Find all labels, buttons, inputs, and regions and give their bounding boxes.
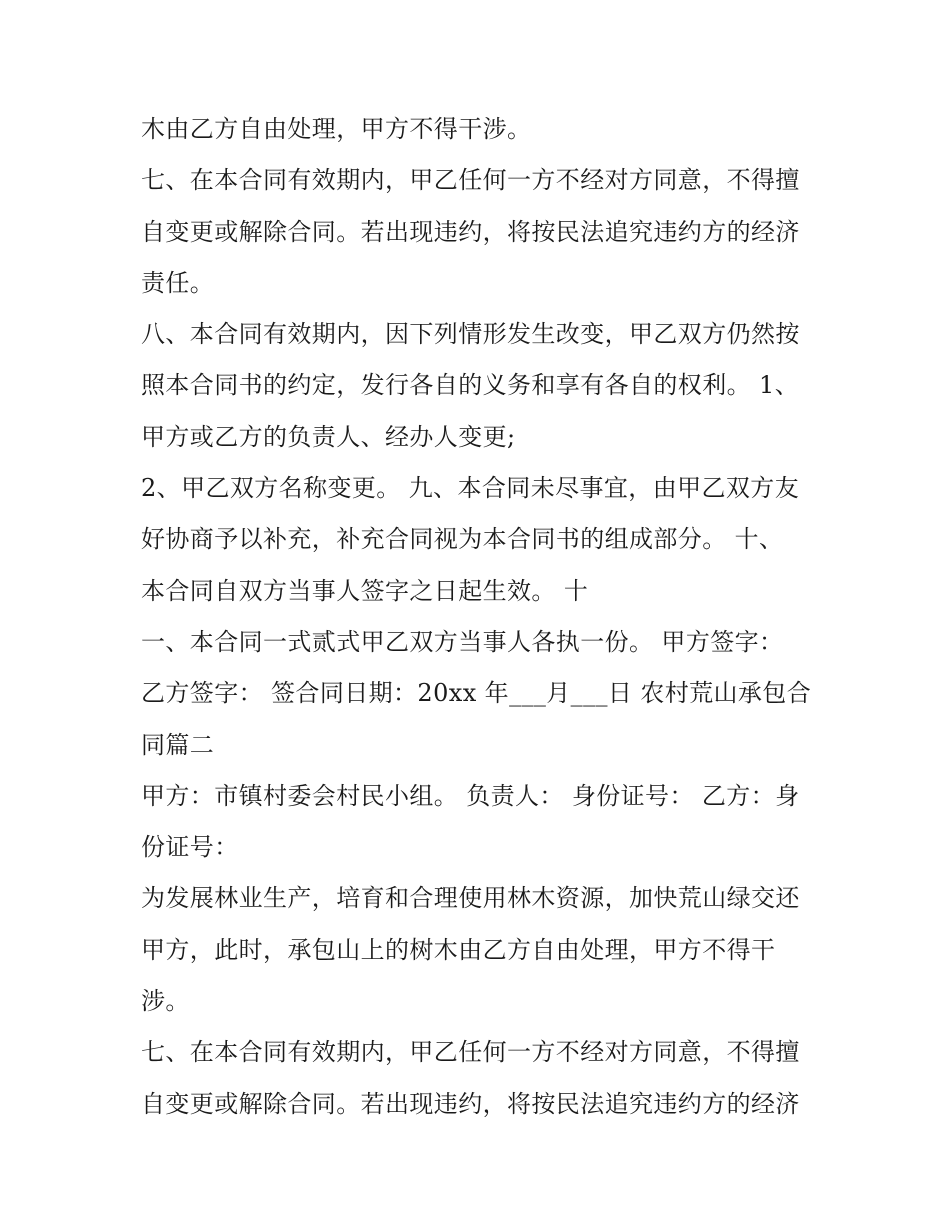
- text-line: 份证号：: [141, 833, 239, 862]
- text-line: 甲方，此时，承包山上的树木由乙方自由处理，甲方不得干: [141, 935, 776, 964]
- text-line: 八、本合同有效期内，因下列情形发生改变，甲乙双方仍然按: [141, 320, 800, 349]
- text-line: 自变更或解除合同。若出现违约，将按民法追究违约方的经济: [141, 217, 800, 246]
- text-line: 七、在本合同有效期内，甲乙任何一方不经对方同意，不得擅: [141, 166, 800, 195]
- text-line: 木由乙方自由处理，甲方不得干涉。: [141, 115, 532, 143]
- text-line: 好协商予以补充，补充合同视为本合同书的组成部分。 十、: [141, 525, 784, 554]
- text-line: 2、甲乙双方名称变更。 九、本合同未尽事宜，由甲乙双方友: [141, 474, 800, 503]
- text-line: 甲方：市镇村委会村民小组。 负责人： 身份证号： 乙方：身: [141, 781, 800, 810]
- document-body: [141, 104, 821, 1130]
- text-line: 七、在本合同有效期内，甲乙任何一方不经对方同意，不得擅: [141, 1038, 800, 1067]
- text-line: 照本合同书的约定，发行各自的义务和享有各自的权利。 1、: [141, 371, 800, 400]
- text-line: 责任。: [141, 268, 215, 297]
- text-line: 本合同自双方当事人签字之日起生效。 十: [141, 576, 589, 605]
- text-line: 乙方签字： 签合同日期：20xx 年___月___日 农村荒山承包合: [141, 679, 812, 708]
- text-line: 同篇二: [141, 730, 215, 759]
- text-line: 自变更或解除合同。若出现违约，将按民法追究违约方的经济: [141, 1089, 800, 1118]
- text-line: 为发展林业生产，培育和合理使用林木资源，加快荒山绿交还: [141, 884, 800, 913]
- text-line: 一、本合同一式贰式甲乙双方当事人各执一份。 甲方签字：: [141, 627, 784, 656]
- text-line: 涉。: [141, 987, 190, 1016]
- text-line: 甲方或乙方的负责人、经办人变更;: [141, 422, 516, 451]
